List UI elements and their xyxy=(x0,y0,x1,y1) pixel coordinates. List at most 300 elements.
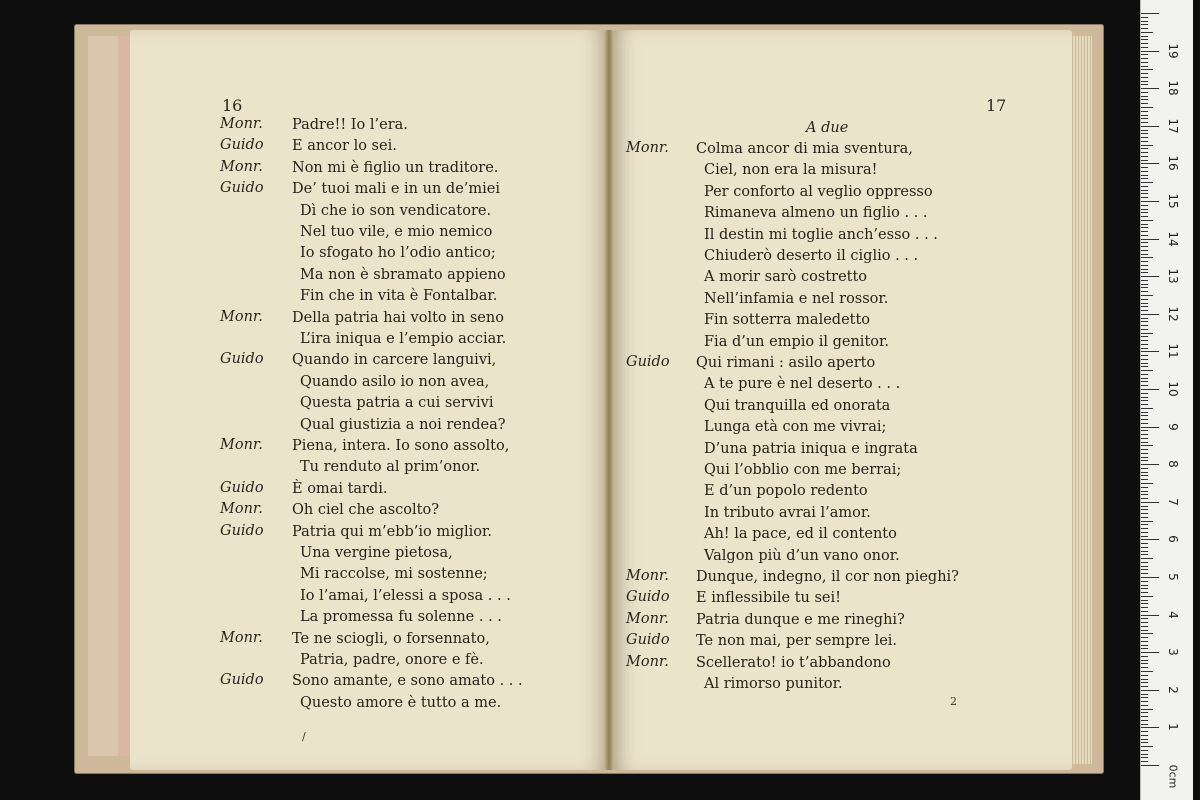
ruler-tick xyxy=(1141,430,1148,431)
ruler-number: 4 xyxy=(1166,610,1180,619)
ruler-tick xyxy=(1141,336,1148,337)
ruler-number: 10 xyxy=(1166,381,1180,397)
ruler-tick xyxy=(1141,566,1148,567)
ruler-tick xyxy=(1141,475,1148,476)
ruler-tick xyxy=(1141,709,1153,710)
ruler-tick xyxy=(1141,517,1148,518)
ruler-tick xyxy=(1141,77,1148,78)
ruler-tick xyxy=(1141,622,1148,623)
ruler-tick xyxy=(1141,739,1148,740)
ruler-number: 1 xyxy=(1166,723,1180,732)
ruler-tick xyxy=(1141,491,1148,492)
ruler-number: 6 xyxy=(1166,535,1180,544)
ruler-tick xyxy=(1141,419,1148,420)
ruler-tick xyxy=(1141,460,1148,461)
ruler-tick xyxy=(1141,690,1159,691)
ruler-tick xyxy=(1141,746,1153,747)
ruler-tick xyxy=(1141,122,1148,123)
speaker-label: Monr. xyxy=(220,116,263,132)
ruler-tick xyxy=(1141,600,1148,601)
ruler-tick xyxy=(1141,663,1148,664)
speaker-label: Monr. xyxy=(626,610,669,627)
ruler-number: 5 xyxy=(1166,573,1180,581)
verse-line: Nell’infamia e nel rossor. xyxy=(704,290,889,307)
ruler-tick xyxy=(1141,742,1148,743)
ruler-tick xyxy=(1141,370,1153,371)
verse-line: A te pure è nel deserto . . . xyxy=(704,376,901,393)
ruler-tick xyxy=(1141,216,1148,217)
verse-line: Qui rimani : asilo aperto xyxy=(696,355,876,371)
ruler-tick xyxy=(1141,81,1148,82)
ruler-unit: 0cm xyxy=(1166,764,1180,789)
ruler-tick xyxy=(1141,697,1148,698)
verse-line: Te ne sciogli, o forsennato, xyxy=(292,630,490,647)
ruler-number: 2 xyxy=(1166,685,1180,694)
ruler-tick xyxy=(1141,393,1148,394)
ruler-tick xyxy=(1141,32,1153,33)
ruler-tick xyxy=(1141,502,1159,503)
ruler-tick xyxy=(1141,479,1148,480)
ruler-tick xyxy=(1141,344,1148,345)
verse-line: D’una patria iniqua e ingrata xyxy=(704,440,918,457)
ruler-number: 18 xyxy=(1166,80,1180,96)
speaker-label: Guido xyxy=(220,522,264,539)
page-number-right: 17 xyxy=(986,96,1007,115)
verse-line: E inflessibile tu sei! xyxy=(696,590,841,607)
ruler-number: 11 xyxy=(1166,343,1180,360)
verse-line: E d’un popolo redento xyxy=(704,483,868,500)
ruler-tick xyxy=(1141,318,1148,319)
verse-line: Lunga età con me vivrai; xyxy=(704,419,887,436)
verse-line: Patria, padre, onore e fè. xyxy=(300,652,484,668)
verse-line: Scellerato! io t’abbandono xyxy=(696,654,891,671)
verse-line: Qual giustizia a noi rendea? xyxy=(300,416,506,433)
ruler-tick xyxy=(1141,558,1153,559)
ruler-tick xyxy=(1141,254,1148,255)
ruler-tick xyxy=(1141,701,1148,702)
verse-line: Colma ancor di mia sventura, xyxy=(696,141,913,157)
ruler-tick xyxy=(1141,212,1148,213)
ruler-tick xyxy=(1141,528,1148,529)
ruler-tick xyxy=(1141,603,1148,604)
ruler-tick xyxy=(1141,457,1148,458)
ruler-tick xyxy=(1141,152,1148,153)
verse-line: Patria qui m’ebb’io miglior. xyxy=(292,523,492,540)
ruler-number: 3 xyxy=(1166,648,1180,656)
ruler-tick xyxy=(1141,209,1148,210)
ruler-tick xyxy=(1141,562,1148,563)
verse-line: Patria dunque e me rineghi? xyxy=(696,611,905,628)
ruler-tick xyxy=(1141,306,1148,307)
ruler-number: 13 xyxy=(1166,268,1180,284)
speaker-label: Guido xyxy=(220,180,264,197)
ruler-tick xyxy=(1141,487,1148,488)
speaker-label: Guido xyxy=(626,589,670,606)
verse-line: Ciel, non era la misura! xyxy=(704,162,878,179)
ruler-tick xyxy=(1141,442,1148,443)
ruler-tick xyxy=(1141,449,1148,450)
ruler-tick xyxy=(1141,257,1153,258)
ruler-tick xyxy=(1141,536,1148,537)
ruler-tick xyxy=(1141,626,1148,627)
ruler-tick xyxy=(1141,445,1153,446)
ruler-tick xyxy=(1141,359,1148,360)
ruler-tick xyxy=(1141,239,1159,240)
verse-line: Te non mai, per sempre lei. xyxy=(696,633,898,650)
section-heading: A due xyxy=(806,120,849,136)
speaker-label: Guido xyxy=(220,137,264,154)
ruler-tick xyxy=(1141,389,1159,390)
ruler-tick xyxy=(1141,92,1148,93)
ruler-tick xyxy=(1141,366,1148,367)
ruler-tick xyxy=(1141,133,1148,134)
speaker-label: Guido xyxy=(220,479,264,496)
ruler-tick xyxy=(1141,284,1148,285)
ruler-tick xyxy=(1141,581,1148,582)
ruler-tick xyxy=(1141,58,1148,59)
ruler-tick xyxy=(1141,727,1159,728)
verse-line: Mi raccolse, mi sostenne; xyxy=(300,566,488,583)
ruler-tick xyxy=(1141,539,1159,540)
ruler-tick xyxy=(1141,325,1148,326)
ruler-tick xyxy=(1141,630,1148,631)
verse-line: È omai tardi. xyxy=(292,480,388,497)
ruler-tick xyxy=(1141,675,1148,676)
ruler-tick xyxy=(1141,611,1148,612)
speaker-label: Monr. xyxy=(626,568,669,584)
book-gutter xyxy=(604,30,614,770)
ruler-tick xyxy=(1141,585,1148,586)
ruler-tick xyxy=(1141,340,1148,341)
verse-line: Qui tranquilla ed onorata xyxy=(704,397,891,414)
verse-line: Questa patria a cui servivi xyxy=(300,395,494,412)
ruler-tick xyxy=(1141,329,1148,330)
ruler-tick xyxy=(1141,509,1148,510)
ruler-tick xyxy=(1141,468,1148,469)
ruler-tick xyxy=(1141,765,1159,766)
ruler-tick xyxy=(1141,141,1148,142)
ruler-tick xyxy=(1141,551,1148,552)
ruler-tick xyxy=(1141,716,1148,717)
ruler-tick xyxy=(1141,472,1148,473)
verse-line: Quando asilo io non avea, xyxy=(300,373,490,390)
ruler-tick xyxy=(1141,39,1148,40)
verse-line: Qui l’obblio con me berrai; xyxy=(704,462,902,478)
ruler-tick xyxy=(1141,618,1148,619)
ruler-tick xyxy=(1141,43,1148,44)
ruler-tick xyxy=(1141,652,1159,653)
verse-line: Nel tuo vile, e mio nemico xyxy=(300,224,493,240)
ruler-tick xyxy=(1141,363,1148,364)
ruler-tick xyxy=(1141,88,1159,89)
ruler-tick xyxy=(1141,62,1148,63)
ruler-tick xyxy=(1141,193,1148,194)
ruler-tick xyxy=(1141,47,1148,48)
page-number-left: 16 xyxy=(222,96,243,115)
verse-line: Chiuderò deserto il ciglio . . . xyxy=(704,248,919,264)
verse-line: De’ tuoi mali e in un de’miei xyxy=(292,181,500,198)
ruler-tick xyxy=(1141,137,1148,138)
ruler-tick xyxy=(1141,118,1148,119)
ruler-tick xyxy=(1141,423,1148,424)
ruler-tick xyxy=(1141,321,1148,322)
ruler-tick xyxy=(1141,54,1148,55)
speaker-label: Monr. xyxy=(220,501,263,518)
ruler-tick xyxy=(1141,272,1148,273)
ruler-tick xyxy=(1141,227,1148,228)
ruler-number: 7 xyxy=(1166,497,1180,506)
ruler-number: 15 xyxy=(1166,193,1180,209)
verse-line: Questo amore è tutto a me. xyxy=(300,694,502,711)
verse-line: Fia d’un empio il genitor. xyxy=(704,333,889,350)
ruler-tick xyxy=(1141,660,1148,661)
verse-line: Una vergine pietosa, xyxy=(300,545,453,561)
ruler-tick xyxy=(1141,724,1148,725)
verse-line: Non mi è figlio un traditore. xyxy=(292,159,499,176)
footer-mark: / xyxy=(302,730,306,743)
speaker-label: Monr. xyxy=(626,140,669,156)
ruler-tick xyxy=(1141,412,1148,413)
ruler-number: 9 xyxy=(1166,422,1180,431)
ruler-tick xyxy=(1141,498,1148,499)
ruler-tick xyxy=(1141,656,1148,657)
ruler-tick xyxy=(1141,427,1159,428)
ruler-tick xyxy=(1141,374,1148,375)
ruler-tick xyxy=(1141,705,1148,706)
ruler-number: 14 xyxy=(1166,230,1180,247)
ruler-tick xyxy=(1141,645,1148,646)
ruler-tick xyxy=(1141,615,1159,616)
ruler-tick xyxy=(1141,167,1148,168)
ruler-tick xyxy=(1141,220,1153,221)
verse-line: E ancor lo sei. xyxy=(292,138,397,155)
verse-line: Io sfogato ho l’odio antico; xyxy=(300,245,496,262)
ruler-tick xyxy=(1141,682,1148,683)
verse-line: Oh ciel che ascolto? xyxy=(292,502,439,519)
speaker-label: Guido xyxy=(220,672,264,689)
ruler-tick xyxy=(1141,276,1159,277)
ruler-tick xyxy=(1141,731,1148,732)
verse-line: Il destin mi toglie anch’esso . . . xyxy=(704,226,938,243)
ruler-tick xyxy=(1141,148,1148,149)
ruler-tick xyxy=(1141,750,1148,751)
ruler-tick xyxy=(1141,17,1148,18)
ruler-tick xyxy=(1141,521,1153,522)
ruler-tick xyxy=(1141,186,1148,187)
ruler-tick xyxy=(1141,28,1148,29)
ruler-tick xyxy=(1141,761,1148,762)
ruler-number: 16 xyxy=(1166,155,1180,172)
verse-line: In tributo avrai l’amor. xyxy=(704,504,871,521)
ruler-tick xyxy=(1141,96,1148,97)
left-page xyxy=(130,30,610,770)
ruler-tick xyxy=(1141,291,1148,292)
speaker-label: Monr. xyxy=(220,308,263,325)
ruler-tick xyxy=(1141,171,1148,172)
ruler-tick xyxy=(1141,242,1148,243)
ruler-number: 17 xyxy=(1166,118,1180,134)
ruler-tick xyxy=(1141,197,1148,198)
ruler-tick xyxy=(1141,464,1159,465)
ruler-tick xyxy=(1141,66,1148,67)
ruler-tick xyxy=(1141,712,1148,713)
ruler-tick xyxy=(1141,415,1148,416)
speaker-label: Guido xyxy=(220,351,264,368)
speaker-label: Monr. xyxy=(220,437,263,453)
ruler-number: 12 xyxy=(1166,306,1180,322)
page-edges xyxy=(1070,36,1092,764)
ruler-tick xyxy=(1141,438,1148,439)
ruler-tick xyxy=(1141,21,1148,22)
speaker-label: Guido xyxy=(626,354,670,370)
ruler-tick xyxy=(1141,671,1153,672)
ruler-tick xyxy=(1141,111,1148,112)
ruler-tick xyxy=(1141,295,1153,296)
verse-line: Sono amante, e sono amato . . . xyxy=(292,673,523,690)
verse-line: Della patria hai volto in seno xyxy=(292,309,504,326)
ruler-tick xyxy=(1141,483,1153,484)
verse-line: Al rimorso punitor. xyxy=(704,676,843,692)
ruler-tick xyxy=(1141,735,1148,736)
verse-line: Quando in carcere languivi, xyxy=(292,352,497,369)
ruler-tick xyxy=(1141,648,1148,649)
ruler-tick xyxy=(1141,24,1148,25)
ruler-tick xyxy=(1141,351,1159,352)
ruler-tick xyxy=(1141,261,1148,262)
ruler-tick xyxy=(1141,36,1148,37)
ruler-tick xyxy=(1141,205,1148,206)
verse-line: Valgon più d’un vano onor. xyxy=(704,547,900,564)
ruler-tick xyxy=(1141,69,1153,70)
ruler-tick xyxy=(1141,686,1148,687)
ruler-tick xyxy=(1141,175,1148,176)
verse-line: Io l’amai, l’elessi a sposa . . . xyxy=(300,587,511,604)
ruler-tick xyxy=(1141,130,1148,131)
ruler-tick xyxy=(1141,99,1148,100)
ruler-tick xyxy=(1141,607,1148,608)
ruler-tick xyxy=(1141,588,1148,589)
ruler-tick xyxy=(1141,250,1148,251)
speaker-label: Monr. xyxy=(220,158,263,175)
ruler-tick xyxy=(1141,190,1148,191)
ruler-tick xyxy=(1141,532,1148,533)
ruler-tick xyxy=(1141,280,1148,281)
speaker-label: Monr. xyxy=(626,653,669,670)
ruler-number: 8 xyxy=(1166,460,1180,468)
ruler-tick xyxy=(1141,554,1148,555)
ruler-tick xyxy=(1141,720,1148,721)
ruler-tick xyxy=(1141,73,1148,74)
ruler-tick xyxy=(1141,694,1148,695)
verse-line: Fin sotterra maledetto xyxy=(704,312,871,329)
verse-line: Rimaneva almeno un figlio . . . xyxy=(704,205,928,222)
speaker-label: Guido xyxy=(626,632,670,649)
ruler-tick xyxy=(1141,592,1148,593)
ruler-tick xyxy=(1141,265,1148,266)
ruler-tick xyxy=(1141,667,1148,668)
ruler-tick xyxy=(1141,543,1148,544)
ruler-tick xyxy=(1141,453,1148,454)
ruler-tick xyxy=(1141,314,1159,315)
verse-line: Padre!! Io l’era. xyxy=(292,117,408,133)
right-page xyxy=(610,30,1072,770)
verse-line: Ma non è sbramato appieno xyxy=(300,266,506,283)
ruler-number: 19 xyxy=(1166,42,1180,59)
ruler-tick xyxy=(1141,299,1148,300)
verse-line: A morir sarò costretto xyxy=(704,269,868,286)
ruler-tick xyxy=(1141,51,1159,52)
verse-line: Tu renduto al prim’onor. xyxy=(300,459,481,476)
verse-line: La promessa fu solenne . . . xyxy=(300,609,502,626)
ruler-tick xyxy=(1141,385,1148,386)
ruler-tick xyxy=(1141,145,1153,146)
ruler-tick xyxy=(1141,333,1153,334)
verse-line: Piena, intera. Io sono assolto, xyxy=(292,438,510,454)
ruler-tick xyxy=(1141,269,1148,270)
ruler-tick xyxy=(1141,577,1159,578)
ruler-tick xyxy=(1141,397,1148,398)
ruler-tick xyxy=(1141,573,1148,574)
verse-line: Per conforto al veglio oppresso xyxy=(704,183,933,200)
ruler-tick xyxy=(1141,757,1148,758)
ruler-tick xyxy=(1141,408,1153,409)
ruler-tick xyxy=(1141,156,1148,157)
ruler-tick xyxy=(1141,224,1148,225)
ruler-tick xyxy=(1141,246,1148,247)
ruler-tick xyxy=(1141,201,1159,202)
ruler-tick xyxy=(1141,404,1148,405)
ruler-tick xyxy=(1141,303,1148,304)
ruler-tick xyxy=(1141,596,1153,597)
ruler-tick xyxy=(1141,381,1148,382)
verse-line: Dunque, indegno, il cor non pieghi? xyxy=(696,569,959,585)
signature-mark: 2 xyxy=(950,695,957,708)
ruler-tick xyxy=(1141,569,1148,570)
ruler-tick xyxy=(1141,513,1148,514)
ruler-tick xyxy=(1141,287,1148,288)
ruler-tick xyxy=(1141,103,1148,104)
ruler-tick xyxy=(1141,434,1148,435)
verse-line: Ah! la pace, ed il contento xyxy=(704,526,897,543)
verse-line: Fin che in vita è Fontalbar. xyxy=(300,288,498,305)
ruler-tick xyxy=(1141,378,1148,379)
ruler-tick xyxy=(1141,107,1153,108)
ruler-tick xyxy=(1141,115,1148,116)
ruler-tick xyxy=(1141,637,1148,638)
ruler-tick xyxy=(1141,235,1148,236)
ruler-tick xyxy=(1141,547,1148,548)
ruler-tick xyxy=(1141,494,1148,495)
ruler-tick xyxy=(1141,178,1148,179)
ruler-tick xyxy=(1141,84,1148,85)
ruler-tick xyxy=(1141,524,1148,525)
ruler-tick xyxy=(1141,400,1148,401)
speaker-label: Monr. xyxy=(220,629,263,646)
ruler-tick xyxy=(1141,160,1148,161)
ruler-tick xyxy=(1141,355,1148,356)
verse-line: Dì che io son vendicatore. xyxy=(300,202,492,219)
ruler-tick xyxy=(1141,163,1159,164)
verse-line: L’ira iniqua e l’empio acciar. xyxy=(300,331,507,347)
ruler-tick xyxy=(1141,310,1148,311)
ruler-tick xyxy=(1141,182,1153,183)
ruler-tick xyxy=(1141,506,1148,507)
measuring-ruler xyxy=(1140,0,1193,800)
ruler-tick xyxy=(1141,126,1159,127)
ruler-tick xyxy=(1141,13,1159,14)
ruler-tick xyxy=(1141,641,1148,642)
ruler-tick xyxy=(1141,348,1148,349)
